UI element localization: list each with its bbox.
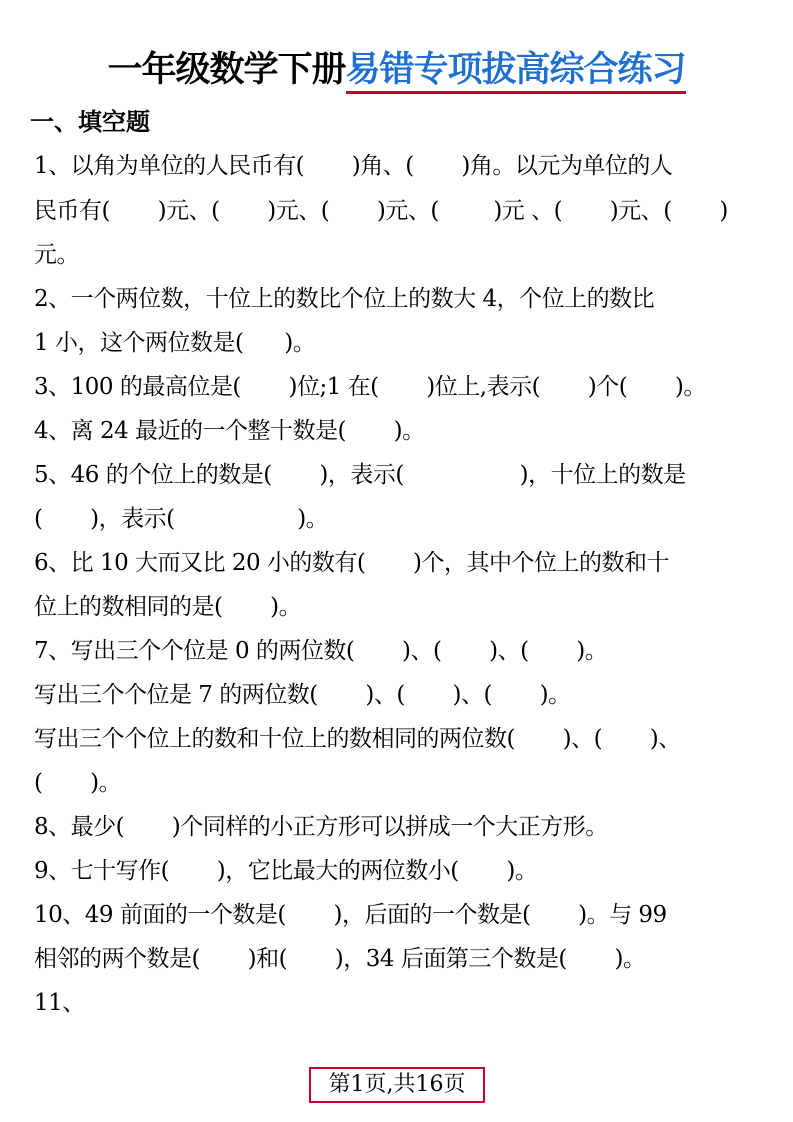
question-line: 11、 (34, 990, 85, 1016)
question-line: 民币有( )元、( )元、( )元、( )元 、( )元、( ) (34, 198, 728, 224)
page-number-label: 第1页,共16页 (309, 1067, 485, 1103)
question-line: 4、离 24 最近的一个整十数是( )。 (34, 418, 425, 444)
question-line: 2、一个两位数，十位上的数比个位上的数大 4，个位上的数比 (34, 286, 655, 312)
question-line: 位上的数相同的是( )。 (34, 594, 302, 620)
question-line: 写出三个个位是 7 的两位数( )、( )、( )。 (34, 682, 571, 708)
page-title (0, 44, 793, 96)
question-line: 5、46 的个位上的数是( )，表示( )，十位上的数是 (34, 462, 686, 488)
question-line: 9、七十写作( )，它比最大的两位数小( )。 (34, 858, 538, 884)
question-line: 10、49 前面的一个数是( )，后面的一个数是( )。与 99 (34, 902, 667, 928)
question-line: 1 小，这个两位数是( )。 (34, 330, 316, 356)
question-line: 1、以角为单位的人民币有( )角、( )角。以元为单位的人 (34, 153, 673, 179)
question-line: 元。 (34, 242, 79, 268)
title-highlight: 易错专项拔高综合练习 (346, 50, 686, 94)
question-line: 相邻的两个数是( )和( )，34 后面第三个数是( )。 (34, 946, 646, 972)
question-line: ( )。 (34, 770, 122, 796)
question-line: 3、100 的最高位是( )位;1 在( )位上,表示( )个( )。 (34, 374, 706, 400)
question-line: 7、写出三个个位是 0 的两位数( )、( )、( )。 (34, 638, 608, 664)
question-line: ( )，表示( )。 (34, 506, 329, 532)
section-heading: 一、填空题 (30, 108, 150, 136)
question-line: 写出三个个位上的数和十位上的数相同的两位数( )、( )、 (34, 726, 681, 752)
title-main: 一年级数学下册 (107, 50, 346, 90)
question-line: 8、最少( )个同样的小正方形可以拼成一个大正方形。 (34, 814, 608, 840)
question-line: 6、比 10 大而又比 20 小的数有( )个，其中个位上的数和十 (34, 550, 670, 576)
